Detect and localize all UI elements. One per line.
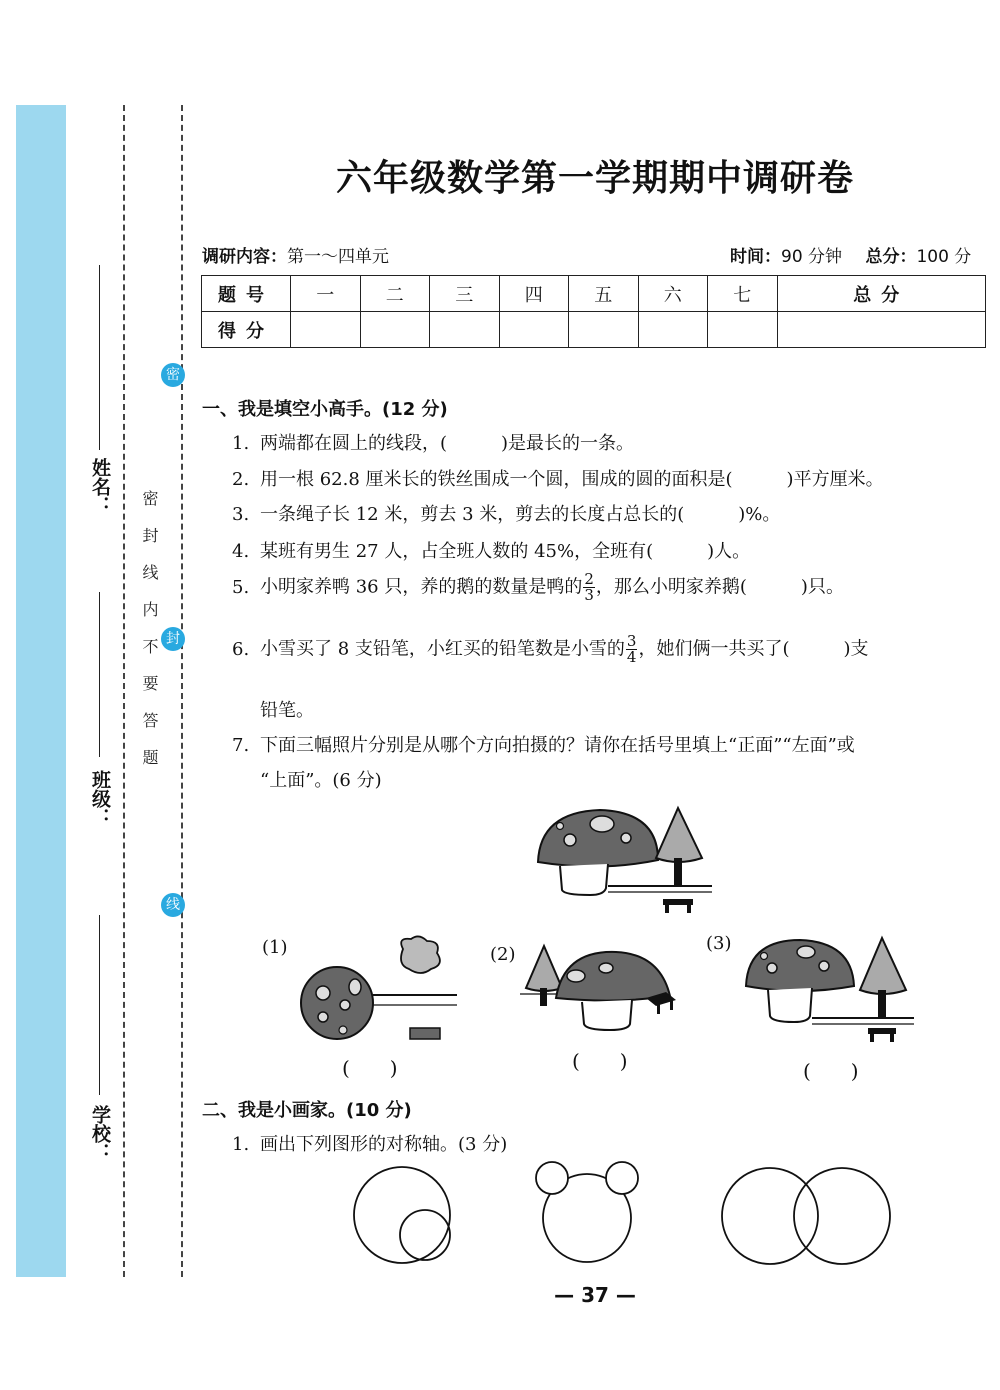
col-total: 总分 xyxy=(777,276,986,312)
seal-warning: 密封线内不要答题 xyxy=(140,490,159,786)
question-text: 小明家养鸭 36 只，养的鹅的数量是鸭的 xyxy=(260,576,583,598)
col-7: 七 xyxy=(708,276,778,312)
school-label: 学校： xyxy=(89,1105,111,1162)
section1-heading: 一、我是填空小高手。(12 分) xyxy=(202,399,448,420)
score-cell-4[interactable] xyxy=(499,312,569,348)
question-text: 用一根 62.8 厘米长的铁丝围成一个圆，围成的圆的面积是( )平方厘米。 xyxy=(260,469,884,490)
tree-icon xyxy=(656,808,702,886)
seal-xian: 线 xyxy=(161,893,185,917)
school-line[interactable] xyxy=(99,915,100,1095)
bench-icon xyxy=(663,899,693,913)
col-2: 二 xyxy=(360,276,430,312)
col-1: 一 xyxy=(291,276,361,312)
class-line[interactable] xyxy=(99,592,100,757)
question-text: 一条绳子长 12 米，剪去 3 米，剪去的长度占总长的( )%。 xyxy=(260,504,781,525)
col-6: 六 xyxy=(638,276,708,312)
score-cell-5[interactable] xyxy=(569,312,639,348)
photo-3-front-view xyxy=(740,930,920,1045)
score-cell-2[interactable] xyxy=(360,312,430,348)
bench-icon xyxy=(410,1028,440,1039)
fraction xyxy=(583,572,595,603)
question-1-4 xyxy=(232,537,750,563)
binding-dashed-line-outer xyxy=(181,105,183,1277)
section2-heading: 二、我是小画家。(10 分) xyxy=(202,1100,412,1121)
name-line[interactable] xyxy=(99,265,100,450)
binding-strip xyxy=(16,105,66,1277)
symmetry-figures xyxy=(350,1160,910,1270)
answer-blank-1[interactable]: ( ) xyxy=(342,1056,398,1080)
content-value: 第一～四单元 xyxy=(287,247,389,267)
time-label: 时间： xyxy=(730,247,781,267)
header-label: 题号 xyxy=(202,276,291,312)
figure-bear-head[interactable] xyxy=(536,1162,638,1262)
content-info xyxy=(202,242,389,267)
page-title: 六年级数学第一学期期中调研卷 xyxy=(335,157,854,199)
question-1-7-line2: “上面”。(6 分) xyxy=(260,770,382,791)
photo-label-1: (1) xyxy=(262,937,288,958)
class-label: 班级： xyxy=(89,770,111,827)
question-number: 5. xyxy=(232,576,250,598)
reference-scene-illustration xyxy=(530,800,720,920)
question-number: 6. xyxy=(232,638,250,660)
question-text: 下面三幅照片分别是从哪个方向拍摄的？请你在括号里填上“正面”“左面”或 xyxy=(260,735,855,756)
binding-dashed-line-inner xyxy=(123,105,125,1277)
mushroom-icon xyxy=(746,940,854,1022)
question-text: 画出下列图形的对称轴。(3 分) xyxy=(260,1134,508,1155)
page-number: — 37 — xyxy=(554,1283,636,1307)
score-table-header xyxy=(202,276,986,312)
mushroom-icon xyxy=(556,952,670,1030)
seal-mi: 密 xyxy=(161,363,185,387)
tree-icon xyxy=(401,936,440,973)
question-1-6-line2: 铅笔。 xyxy=(260,700,314,721)
seal-feng: 封 xyxy=(161,627,185,651)
question-text: 某班有男生 27 人，占全班人数的 45%，全班有( )人。 xyxy=(260,541,751,562)
question-text: 小雪买了 8 支铅笔，小红买的铅笔数是小雪的 xyxy=(260,638,625,660)
figure-circle-with-inner-circle[interactable] xyxy=(354,1167,450,1263)
time-score-info xyxy=(730,242,971,267)
score-table xyxy=(201,275,986,348)
question-text-tail: ，她们俩一共买了( )支 xyxy=(638,638,869,660)
mushroom-icon xyxy=(301,967,373,1039)
total-label: 总分： xyxy=(865,247,917,267)
question-number: 1. xyxy=(232,1134,250,1155)
figure-overlapping-circles[interactable] xyxy=(722,1168,890,1264)
question-1-5 xyxy=(232,572,844,603)
question-number: 1. xyxy=(232,433,250,454)
score-cell-6[interactable] xyxy=(638,312,708,348)
question-number: 7. xyxy=(232,735,250,756)
score-cell-3[interactable] xyxy=(430,312,500,348)
photo-2-left-view xyxy=(520,940,690,1040)
fraction-denominator: 3 xyxy=(584,586,594,604)
mushroom-icon xyxy=(538,810,658,895)
photo-1-top-view xyxy=(295,935,465,1050)
col-5: 五 xyxy=(569,276,639,312)
question-1-3 xyxy=(232,500,780,526)
bench-icon xyxy=(868,1028,896,1042)
question-number: 3. xyxy=(232,504,250,525)
score-cell-total[interactable] xyxy=(777,312,986,348)
score-cell-1[interactable] xyxy=(291,312,361,348)
tree-icon xyxy=(860,938,906,1018)
content-label: 调研内容： xyxy=(202,247,287,267)
col-3: 三 xyxy=(430,276,500,312)
question-1-1 xyxy=(232,429,634,455)
fraction-numerator: 2 xyxy=(584,570,594,588)
question-text: 两端都在圆上的线段，( )是最长的一条。 xyxy=(260,433,635,454)
score-table-row xyxy=(202,312,986,348)
fraction-numerator: 3 xyxy=(626,632,637,650)
photo-label-3: (3) xyxy=(706,933,732,954)
score-cell-7[interactable] xyxy=(708,312,778,348)
fraction xyxy=(626,634,638,665)
question-1-2 xyxy=(232,465,884,491)
question-1-6 xyxy=(232,634,869,665)
question-2-1 xyxy=(232,1130,507,1156)
answer-blank-2[interactable]: ( ) xyxy=(572,1049,628,1073)
fraction-denominator: 4 xyxy=(626,648,637,666)
question-number: 2. xyxy=(232,469,250,490)
question-text-tail: ，那么小明家养鹅( )只。 xyxy=(595,576,844,598)
time-value: 90 分钟 xyxy=(781,247,843,267)
question-1-7 xyxy=(232,731,855,757)
col-4: 四 xyxy=(499,276,569,312)
question-number: 4. xyxy=(232,541,250,562)
name-label: 姓名： xyxy=(89,458,111,515)
answer-blank-3[interactable]: ( ) xyxy=(803,1059,859,1083)
row-label: 得分 xyxy=(202,312,291,348)
total-value: 100 分 xyxy=(916,247,972,267)
photo-label-2: (2) xyxy=(490,944,516,965)
